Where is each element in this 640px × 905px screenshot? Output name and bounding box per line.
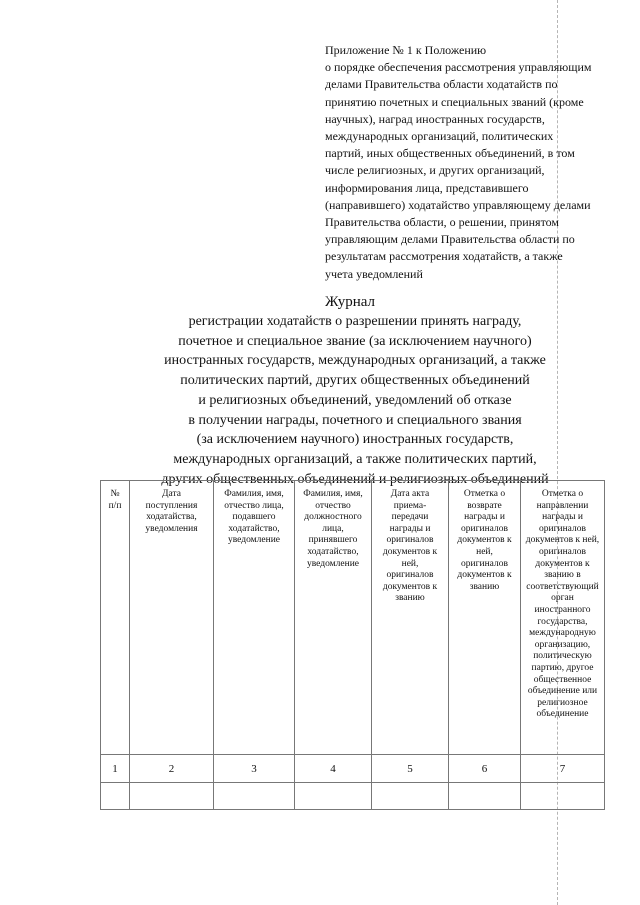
header-cell-applicant-name: Фамилия, имя, отчество лица, подавшего ходатайство, уведомление [214, 481, 295, 755]
appendix-line: Приложение № 1 к Положению [325, 43, 487, 57]
appendix-note [325, 42, 607, 283]
header-cell-return-mark: Отметка о возврате награды и оригиналов документов к ней, оригиналов документов к званию [449, 481, 521, 755]
appendix-line: Правительства области, о решении, принятом [325, 215, 560, 230]
empty-cell [449, 783, 521, 810]
table-header-row [101, 481, 605, 755]
table-empty-row [101, 783, 605, 810]
appendix-line: принятию почетных и специальных званий (кроме [325, 94, 584, 109]
journal-subtitle: регистрации ходатайств о разрешении принять награду, почетное и специальное звание (за исключением научного) иностранных государств, международных организаций, а также политических партий, других общественных объединений и религиозных объединений, уведомлений об отказе в получении награды, почетного и специального звания (за исключением научного) иностранных государств, международных организаций, а также политических партий, других общественных объединений и религиозных объединений [161, 314, 549, 487]
empty-cell [214, 783, 295, 810]
appendix-line: (направившего) ходатайство управляющему делами [325, 197, 591, 212]
column-number: 2 [130, 755, 214, 783]
column-number: 3 [214, 755, 295, 783]
registration-journal-table [100, 480, 605, 810]
empty-cell [130, 783, 214, 810]
table-column-number-row [101, 755, 605, 783]
header-cell-sending-mark: Отметка о направлении награды и оригиналов документов к ней, оригиналов документов к званию в соответствующий орган иностранного государства, международную организацию, политическую партию, другое общественное объединение или религиозное объединение [521, 481, 605, 755]
journal-heading [60, 292, 640, 489]
appendix-line: результатам рассмотрения ходатайств, а также [325, 249, 563, 264]
header-cell-date-received: Дата поступления ходатайства, уведомления [130, 481, 214, 755]
empty-cell [521, 783, 605, 810]
empty-cell [372, 783, 449, 810]
column-number: 4 [295, 755, 372, 783]
appendix-line: научных), наград иностранных государств, [325, 111, 545, 126]
empty-cell [101, 783, 130, 810]
appendix-line: числе религиозных, и других организаций, [325, 163, 545, 178]
appendix-line: международных организаций, политических [325, 129, 554, 144]
header-cell-number: № п/п [101, 481, 130, 755]
column-number: 1 [101, 755, 130, 783]
journal-title: Журнал [324, 294, 375, 310]
appendix-line: о порядке обеспечения рассмотрения управляющим [325, 60, 592, 75]
column-number: 7 [521, 755, 605, 783]
column-number: 6 [449, 755, 521, 783]
appendix-line: информирования лица, представившего [325, 180, 529, 195]
header-cell-transfer-act-date: Дата акта приема- передачи награды и оригиналов документов к ней, оригиналов документов к званию [372, 481, 449, 755]
empty-cell [295, 783, 372, 810]
column-number: 5 [372, 755, 449, 783]
header-cell-official-name: Фамилия, имя, отчество должностного лица, принявшего ходатайство, уведомление [295, 481, 372, 755]
appendix-line: делами Правительства области ходатайств по [325, 77, 558, 92]
appendix-line: партий, иных общественных объединений, в том [325, 146, 575, 161]
appendix-line: управляющим делами Правительства области по [325, 232, 575, 247]
appendix-line: учета уведомлений [325, 266, 423, 281]
